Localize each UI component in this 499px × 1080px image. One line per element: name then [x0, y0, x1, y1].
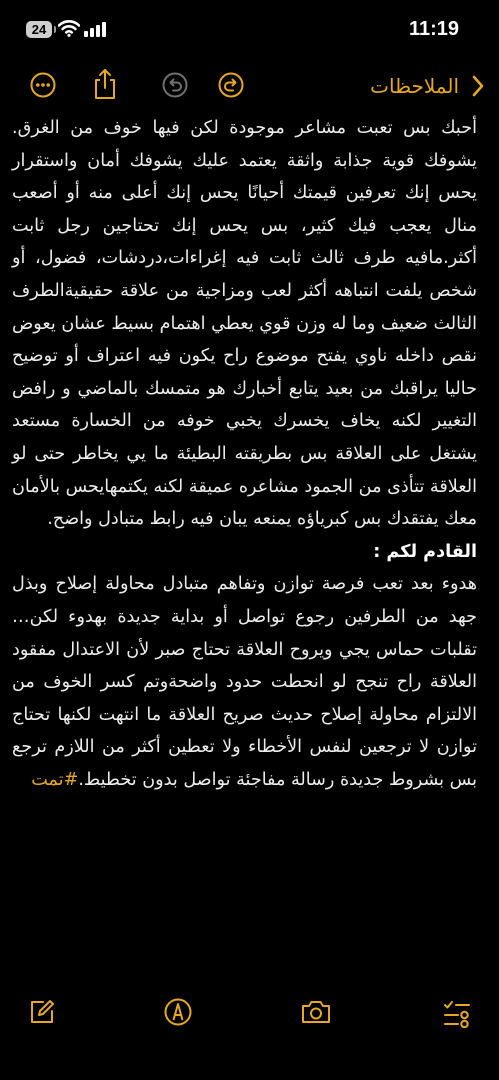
status-bar — [0, 0, 499, 60]
back-button[interactable] — [370, 72, 487, 100]
battery-icon — [26, 21, 52, 38]
note-paragraph-text: هدوء بعد تعب فرصة توازن وتفاهم متبادل محاولة إصلاح وبذل جهد من الطرفين رجوع تواصل أو بداية جديدة بهدوء لكن…تقلبات حماس يجي ويروح العلاقة تحتاج صبر لأن الاعتدال مفقود العلاقة راح تنجح لو انحطت حدود واضحةوتم كسر الخوف من الالتزام محاولة إصلاح حديث صريح العلاقة ما انتهت لكنها تحتاج توازن لا ترجعين لنفس الأخطاء ولا تعطين أكثر من اللازم ترجع بس بشروط جديدة رسالة مفاجئة تواصل بدون تخطيط. — [12, 574, 477, 790]
note-heading: القادم لكم : — [373, 541, 477, 562]
bottom-toolbar — [0, 998, 499, 1028]
wifi-icon — [58, 19, 80, 37]
back-label: الملاحظات — [370, 74, 459, 98]
status-time: 11:19 — [408, 18, 459, 40]
note-body[interactable] — [12, 112, 477, 796]
camera-icon[interactable] — [300, 998, 332, 1026]
checklist-button[interactable] — [442, 998, 472, 1028]
note-paragraph: أحبك بس تعبت مشاعر موجودة لكن فيها خوف من الغرق. يشوفك قوية جذابة واثقة يعتمد عليك يشوفك أمان واستقرار يحس إنك تعرفين قيمتك أحيانًا يحس إنك أعلى منه أو أصعب منال يعجب فيك كثير، بس يحس إنك تحتاجين رجل ثابت أكثر.مافيه طرف ثالث ثابت فيه إغراءات،دردشات، فضول، أو شخص يلفت انتباهه أكثر لعب ومزاجية من علاقة حقيقيةالطرف الثالث ضعيف وما له وزن قوي يعطي اهتمام بسيط عشان يعوض نقص داخله ناوي يفتح موضوع راح يكون فيه اعتراف أو توضيح حاليا يراقبك من بعيد يتابع أخبارك هو متمسك بالماضي و رافض التغيير لكنه يخاف يخسرك يخبي خوفه من الخسارة مستعد يشتغل على العلاقة بس بطريقته البطيئة ما يي يخاطر حتى لو العلاقة تتأذى من الجمود مشاعره عميقة لكنه يكتمهايحس بالأمان معك يفتقدك بس كبرياؤه يمنعه يبان فيه رابط متبادل واضح. — [12, 118, 477, 530]
undo-icon[interactable] — [162, 72, 188, 98]
chevron-left-icon — [467, 74, 487, 98]
note-toolbar — [0, 64, 499, 108]
share-icon[interactable] — [92, 68, 118, 100]
markup-pen-icon[interactable] — [164, 998, 192, 1026]
compose-icon[interactable] — [28, 998, 56, 1026]
cellular-signal-icon — [84, 21, 108, 37]
note-paragraph-2 — [12, 568, 477, 796]
hashtag[interactable]: #تمت — [31, 769, 79, 790]
ellipsis-circle-icon[interactable] — [30, 72, 56, 98]
checklist-icon — [442, 998, 472, 1028]
redo-icon[interactable] — [218, 72, 244, 98]
battery-level: 24 — [31, 22, 47, 37]
